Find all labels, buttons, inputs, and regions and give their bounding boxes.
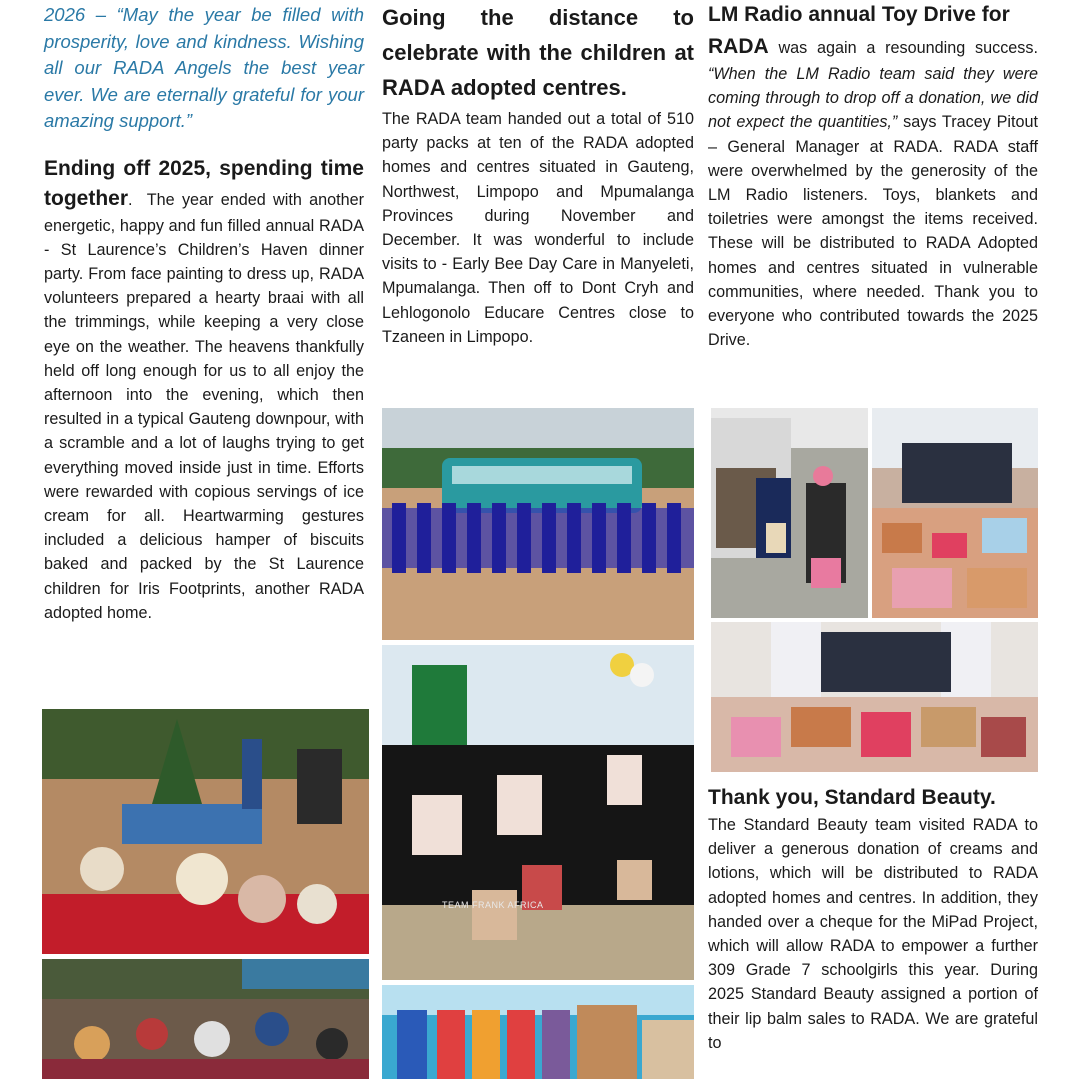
article-party-packs: The RADA team handed out a total of 510 party packs at ten of the RADA adopted homes and centres situated in Gauteng, Northwest, Limpopo and Mpumalanga Provinces during November and December. It was wonderful to include visits to - Early Bee Day Care in Manyeleti, Mpumalanga. Then off to Dont Cryh and Lehlogonolo Educare Centres close to Tzaneen in Limpopo. (382, 110, 694, 346)
article-dinner-party: Ending off 2025, spending time together. The year ended with another energetic, happy and fun filled annual RADA - St Laurence’s Children’s Haven dinner party. From face painting to dress up, RADA volunteers prepared a hearty braai with all the trimmings, while keeping a very close eye on the weather. The heavens thankfully held off long enough for us to all enjoy the afternoon into the evening, which then resulted in a typical Gauteng downpour, with a scramble and a lot of laughs trying to get everything moved inside just in time. Efforts were rewarded with copious servings of ice cream for all. Heartwarming gestures included a delicious hamper of biscuits baked and packed by the St Laurence children for Iris Footprints, another RADA adopted home. (44, 156, 365, 622)
photo-party-crowd (42, 959, 369, 1079)
heading-ending-2025: Ending off 2025, spending time together (44, 156, 364, 210)
column-1 (44, 0, 364, 625)
heading-standard-beauty: Thank you, Standard Beauty. (708, 786, 996, 809)
photo-dinner-party (42, 709, 369, 954)
column-3-lower (708, 784, 1038, 1055)
lm-radio-quote: “When the LM Radio team said they were coming through to drop off a donation, we did not expect the quantities,” (708, 65, 1038, 132)
photo-toy-donations (872, 408, 1038, 618)
photo-children-with-bus (382, 408, 694, 640)
photo-toy-delivery (711, 408, 868, 618)
heading-rada: RADA (708, 35, 769, 58)
heading-going-the-distance: Going the distance to celebrate with the children at RADA adopted centres. (382, 5, 694, 100)
column-2 (382, 0, 694, 349)
article-lm-radio: RADA was again a resounding success. “When the LM Radio team said they were coming through to drop off a donation, we did not expect the quantities,” says Tracey Pitout – General Manager at RADA. RADA staff were overwhelmed by the generosity of the LM Radio listeners. Toys, blankets and toiletries were amongst the items received. These will be distributed to RADA Adopted homes and centres situated in vulnerable communities, where needed. Thank you to everyone who contributed towards the 2025 Drive. (708, 35, 1038, 350)
heading-lm-radio: LM Radio annual Toy Drive for (708, 3, 1010, 26)
new-year-quote: 2026 – “May the year be filled with prosperity, love and kindness. Wishing all our RADA Angels the best year ever. We are eternally grateful for your amazing support.” (44, 4, 364, 131)
photo-graduation-children (382, 645, 694, 980)
photo-lm-radio-team (711, 622, 1038, 772)
article-standard-beauty: The Standard Beauty team visited RADA to deliver a generous donation of creams and lotions, which will be distributed to RADA adopted homes and centres. In addition, they handed over a cheque for the MiPad Project, which will allow RADA to empower a further 309 Grade 7 schoolgirls this year. During 2025 Standard Beauty assigned a portion of their lip balm sales to RADA. We are grateful to (708, 816, 1038, 1052)
robe-print-text: TEAM FRANK AFRICA (442, 900, 544, 910)
column-3 (708, 0, 1038, 352)
photo-children-group (382, 985, 694, 1079)
article-dinner-body: The year ended with another energetic, happy and fun filled annual RADA - St Laurence’s Children’s Haven dinner party. From face painting to dress up, RADA volunteers prepared a hearty braai with all the trimmings, while keeping a very close eye on the weather. The heavens thankfully held off long enough for us to all enjoy the afternoon into the evening, which then resulted in a typical Gauteng downpour, with a scramble and a lot of laughs trying to get everything moved inside just in time. Efforts were rewarded with copious servings of ice cream for all. Heartwarming gestures included a delicious hamper of biscuits baked and packed by the St Laurence children for Iris Footprints, another RADA adopted home. (44, 190, 365, 622)
